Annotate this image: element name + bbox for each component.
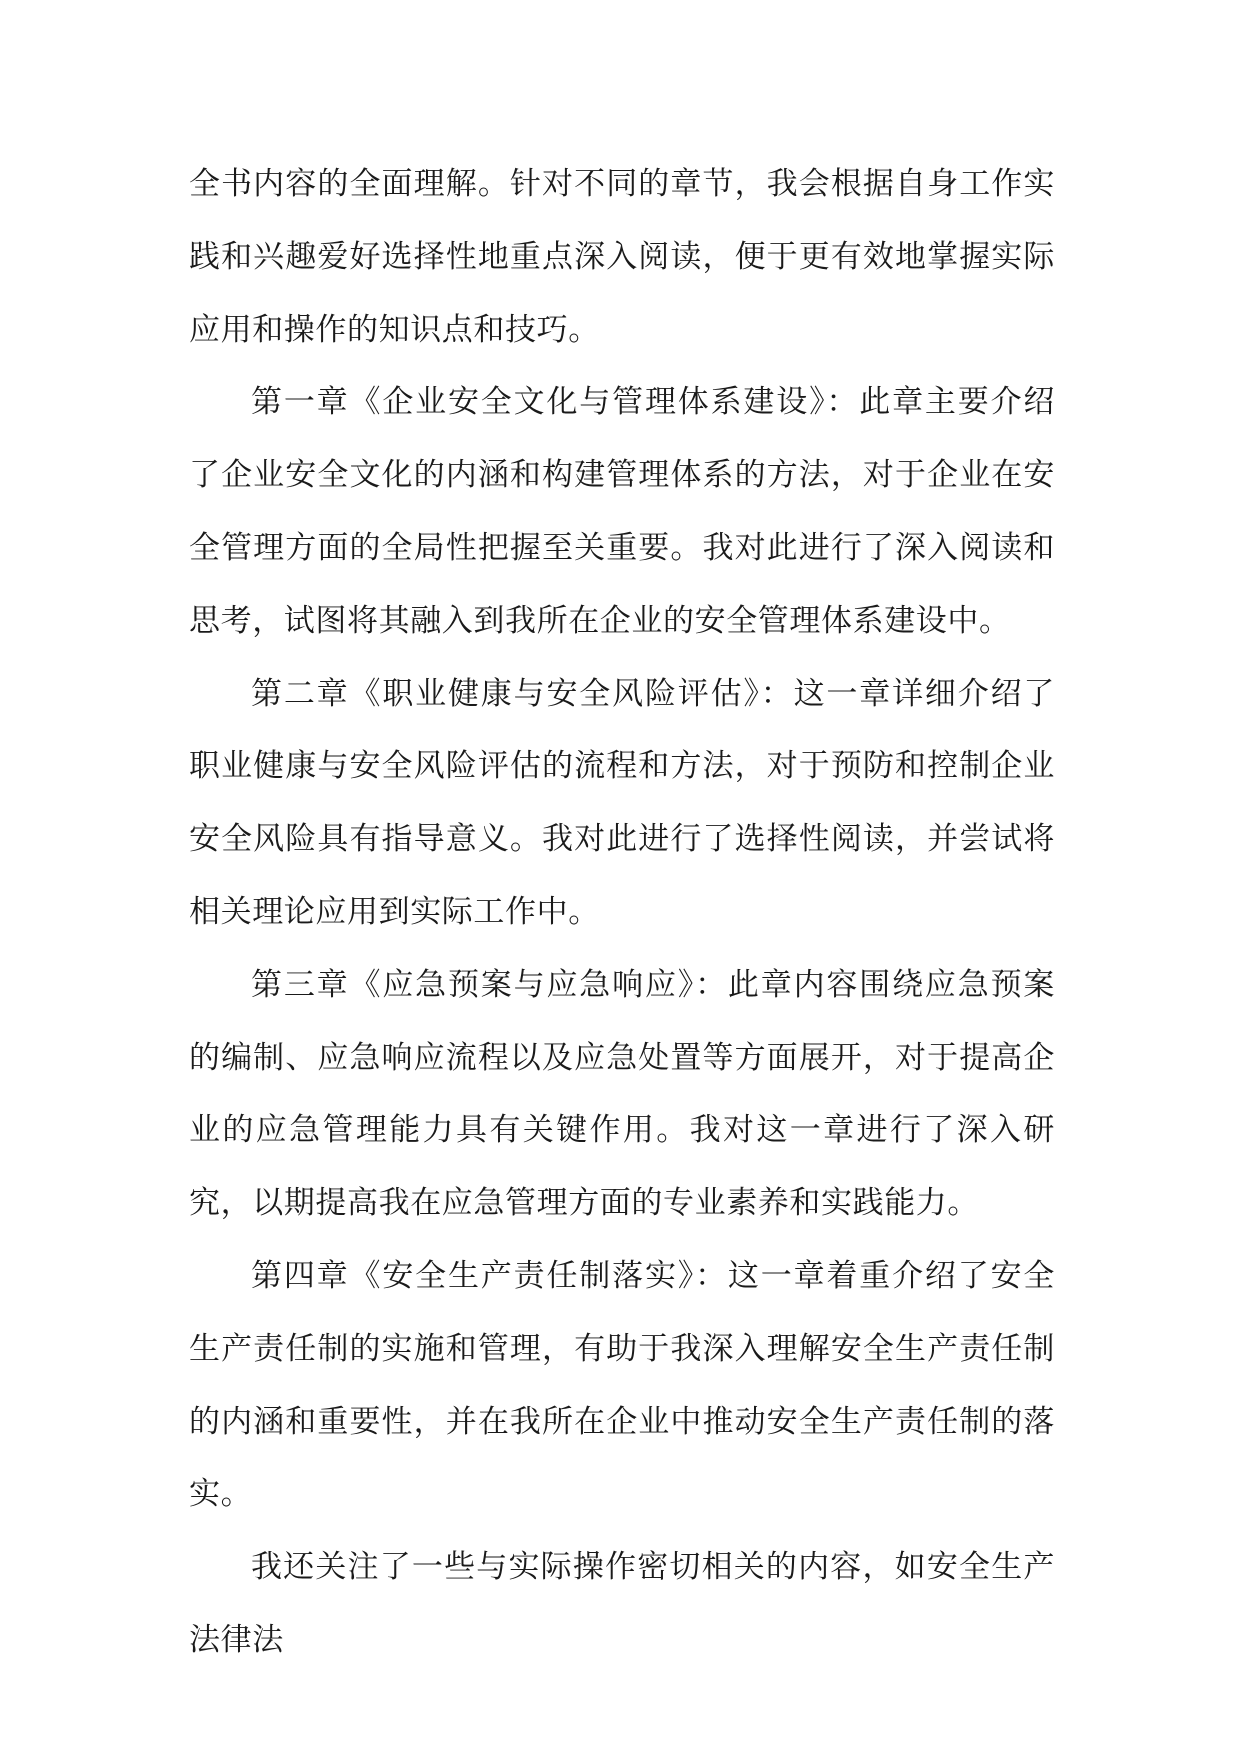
paragraph-chapter-one: 第一章《企业安全文化与管理体系建设》：此章主要介绍了企业安全文化的内涵和构建管理体系的方法，对于企业在安全管理方面的全局性把握至关重要。我对此进行了深入阅读和思考，试图将其融入到我所在企业的安全管理体系建设中。	[189, 384, 1055, 639]
paragraph-chapter-four: 第四章《安全生产责任制落实》：这一章着重介绍了安全生产责任制的实施和管理，有助于我深入理解安全生产责任制的内涵和重要性，并在我所在企业中推动安全生产责任制的落实。	[189, 1257, 1055, 1513]
paragraph-chapter-three: 第三章《应急预案与应急响应》：此章内容围绕应急预案的编制、应急响应流程以及应急处置等方面展开，对于提高企业的应急管理能力具有关键作用。我对这一章进行了深入研究，以期提高我在应急管理方面的专业素养和实践能力。	[189, 966, 1055, 1222]
paragraph-additional-focus: 我还关注了一些与实际操作密切相关的内容，如安全生产法律法	[189, 1549, 1055, 1658]
paragraph-continuation: 全书内容的全面理解。针对不同的章节，我会根据自身工作实践和兴趣爱好选择性地重点深入阅读，便于更有效地掌握实际应用和操作的知识点和技巧。	[189, 166, 1055, 348]
paragraph-chapter-two: 第二章《职业健康与安全风险评估》：这一章详细介绍了职业健康与安全风险评估的流程和方法，对于预防和控制企业安全风险具有指导意义。我对此进行了选择性阅读，并尝试将相关理论应用到实际工作中。	[189, 675, 1055, 930]
body-text	[189, 148, 1055, 1677]
